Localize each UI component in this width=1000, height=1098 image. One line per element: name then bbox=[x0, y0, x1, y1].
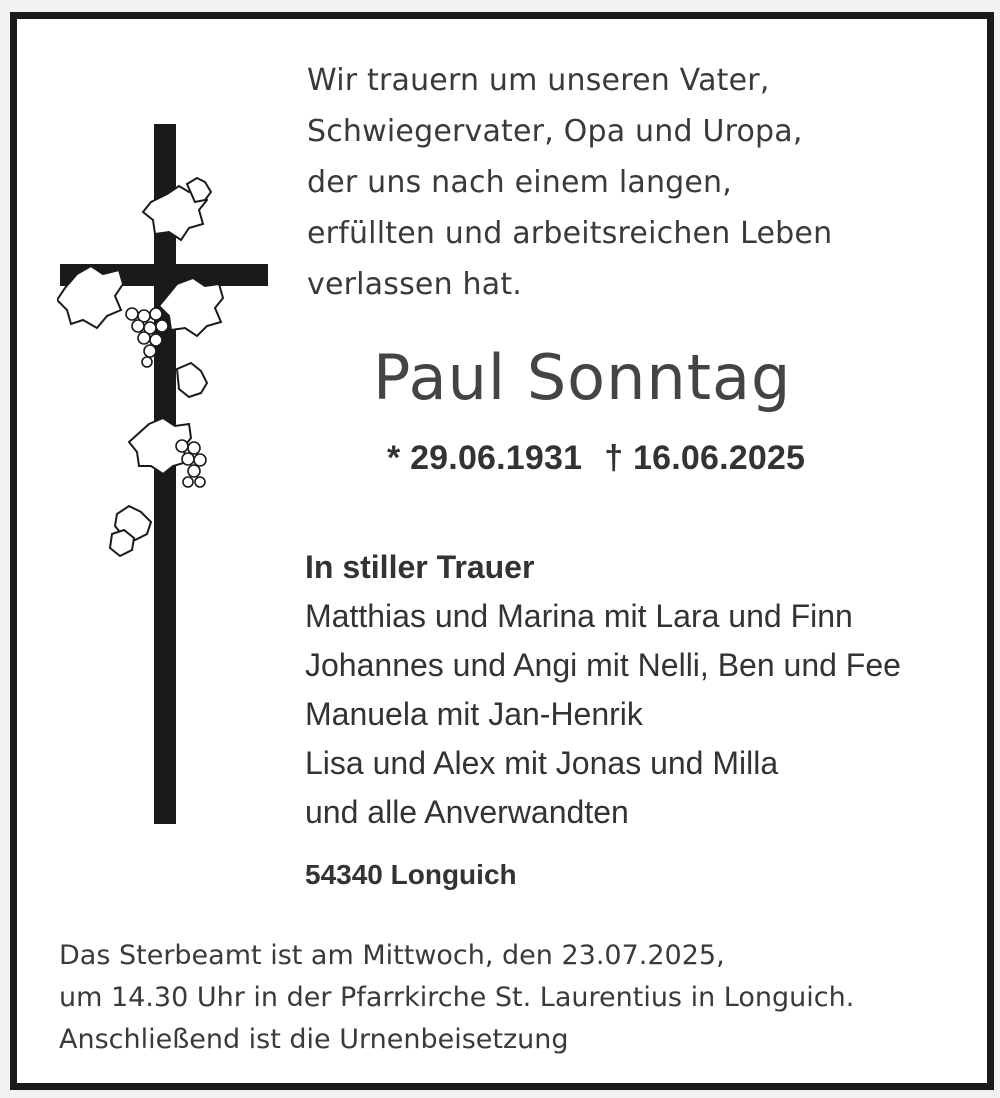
place: 54340 Longuich bbox=[305, 859, 517, 890]
service-line: Das Sterbeamt ist am Mittwoch, den 23.07.2025, bbox=[59, 940, 725, 971]
mourner-line: Lisa und Alex mit Jonas und Milla bbox=[305, 745, 779, 781]
mourner-line: und alle Anverwandten bbox=[305, 794, 629, 830]
death-date: † 16.06.2025 bbox=[604, 439, 806, 477]
cross-with-grapevine-icon bbox=[57, 124, 277, 848]
service-info bbox=[59, 935, 854, 1061]
life-dates bbox=[387, 439, 805, 478]
intro-line: Schwiegervater, Opa und Uropa, bbox=[307, 114, 803, 149]
intro-line: Wir trauern um unseren Vater, bbox=[307, 63, 770, 98]
intro-text bbox=[307, 55, 832, 310]
mourner-line: Manuela mit Jan-Henrik bbox=[305, 696, 643, 732]
mourner-line: Johannes und Angi mit Nelli, Ben und Fee bbox=[305, 647, 901, 683]
service-line: um 14.30 Uhr in der Pfarrkirche St. Laurentius in Longuich. bbox=[59, 982, 855, 1013]
birth-date: * 29.06.1931 bbox=[387, 439, 583, 477]
intro-line: der uns nach einem langen, bbox=[307, 165, 733, 200]
service-line: Anschließend ist die Urnenbeisetzung bbox=[59, 1024, 569, 1055]
mourners-heading: In stiller Trauer bbox=[305, 549, 535, 585]
deceased-name: Paul Sonntag bbox=[373, 341, 792, 414]
intro-line: erfüllten und arbeitsreichen Leben bbox=[307, 216, 833, 251]
obituary-card bbox=[10, 12, 994, 1090]
mourner-line: Matthias und Marina mit Lara und Finn bbox=[305, 598, 853, 634]
mourners-list bbox=[305, 543, 901, 837]
intro-line: verlassen hat. bbox=[307, 267, 523, 302]
